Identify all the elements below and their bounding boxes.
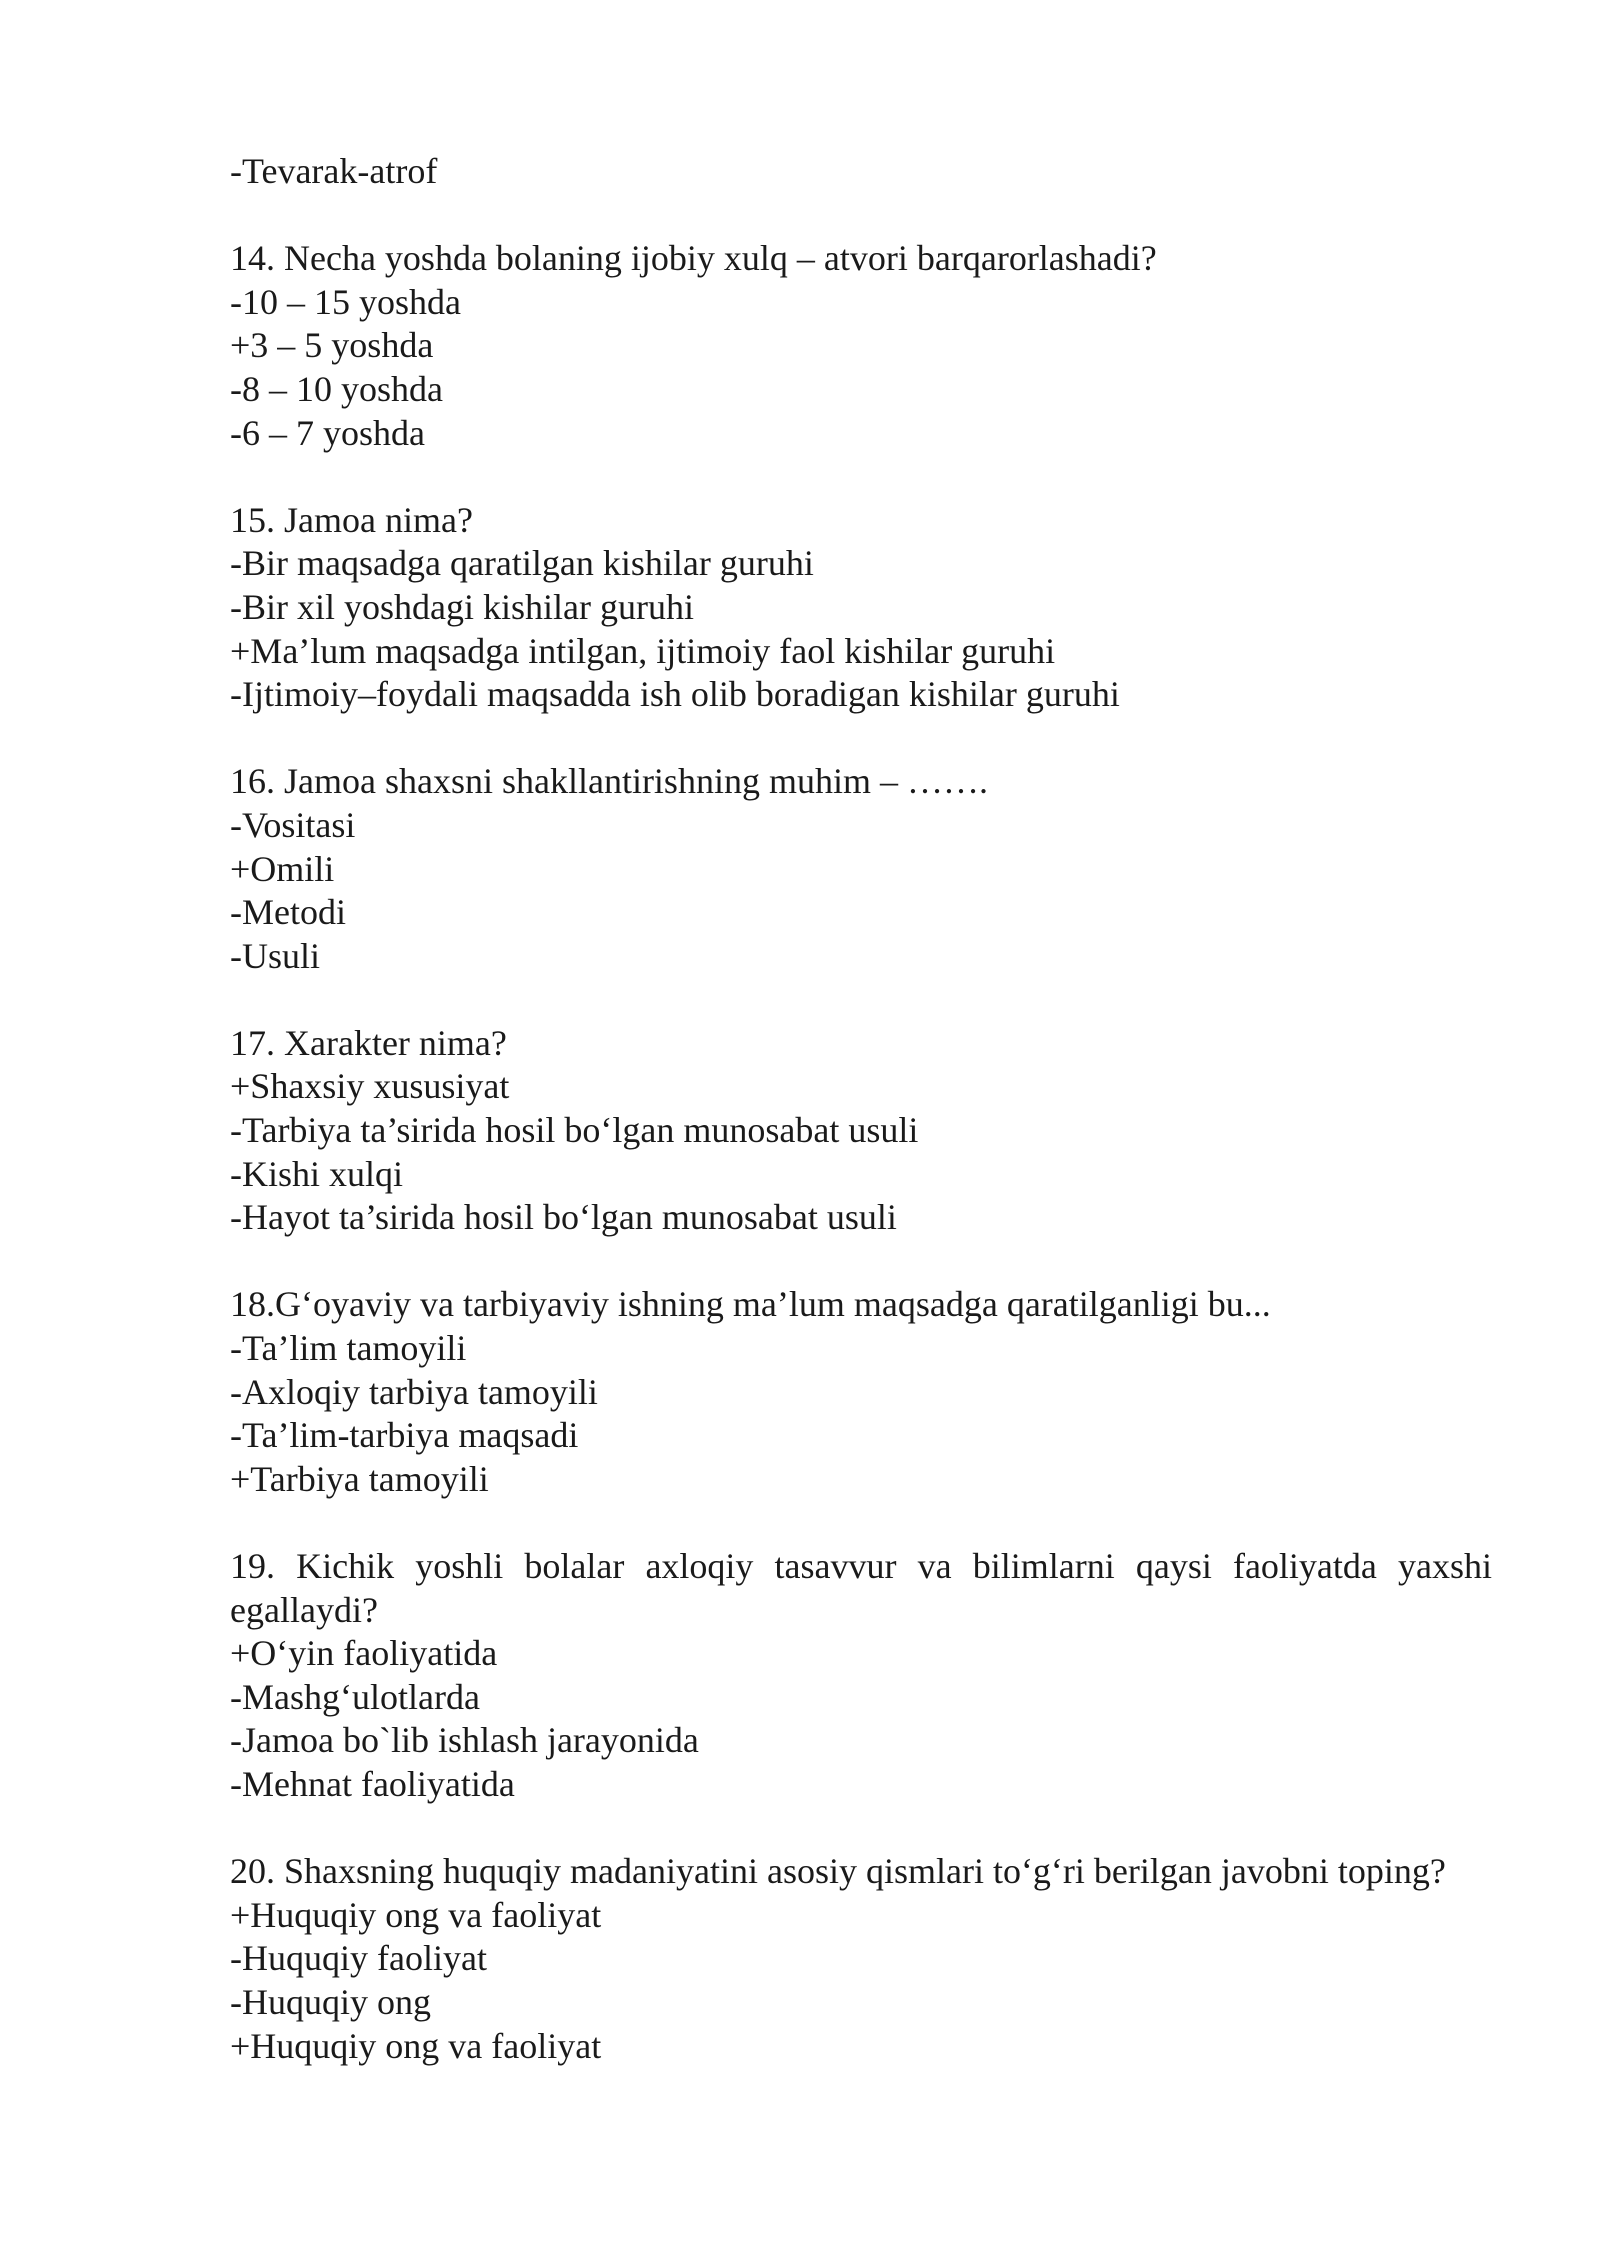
answer-option: -Ta’lim tamoyili bbox=[230, 1328, 467, 1369]
answer-option: +Ma’lum maqsadga intilgan, ijtimoiy faol kishilar guruhi bbox=[230, 630, 1056, 671]
answer-option: -Jamoa bo`lib ishlash jarayonida bbox=[230, 1720, 699, 1761]
answer-option: -Ijtimoiy–foydali maqsadda ish olib boradigan kishilar guruhi bbox=[230, 674, 1120, 715]
question-text: 16. Jamoa shaxsni shakllantirishning muhim – ……. bbox=[230, 761, 988, 802]
answer-option: -6 – 7 yoshda bbox=[230, 412, 425, 453]
question-16 bbox=[230, 760, 1492, 978]
document-page bbox=[230, 150, 1492, 2068]
answer-option: -10 – 15 yoshda bbox=[230, 281, 461, 322]
answer-option: -Axloqiy tarbiya tamoyili bbox=[230, 1371, 598, 1412]
question-text: 20. Shaxsning huquqiy madaniyatini asosiy qismlari to‘g‘ri berilgan javobni toping? bbox=[230, 1851, 1446, 1892]
answer-option: +Omili bbox=[230, 848, 335, 889]
answer-option: +O‘yin faoliyatida bbox=[230, 1633, 498, 1674]
answer-option: -8 – 10 yoshda bbox=[230, 368, 443, 409]
answer-option: +Tarbiya tamoyili bbox=[230, 1458, 489, 1499]
question-19 bbox=[230, 1545, 1492, 1807]
answer-option: -Huquqiy faoliyat bbox=[230, 1938, 487, 1979]
answer-option: -Tarbiya ta’sirida hosil bo‘lgan munosabat usuli bbox=[230, 1110, 919, 1151]
answer-option: -Huquqiy ong bbox=[230, 1981, 431, 2022]
question-20 bbox=[230, 1850, 1492, 2068]
answer-option: -Mashg‘ulotlarda bbox=[230, 1676, 480, 1717]
answer-option: -Ta’lim-tarbiya maqsadi bbox=[230, 1415, 579, 1456]
answer-option: -Bir maqsadga qaratilgan kishilar guruhi bbox=[230, 543, 814, 584]
question-18 bbox=[230, 1283, 1492, 1501]
question-text: 19. Kichik yoshli bolalar axloqiy tasavvur va bilimlarni qaysi faoliyatda yaxshi egallaydi? bbox=[230, 1546, 1492, 1630]
question-text: 14. Necha yoshda bolaning ijobiy xulq – atvori barqarorlashadi? bbox=[230, 238, 1157, 279]
question-15 bbox=[230, 499, 1492, 717]
question-text: 15. Jamoa nima? bbox=[230, 499, 473, 540]
answer-option: -Metodi bbox=[230, 892, 346, 933]
answer-option: -Bir xil yoshdagi kishilar guruhi bbox=[230, 586, 694, 627]
question-text: 17. Xarakter nima? bbox=[230, 1022, 507, 1063]
question-text: 18.G‘oyaviy va tarbiyaviy ishning ma’lum maqsadga qaratilganligi bu... bbox=[230, 1284, 1271, 1325]
answer-option: +Huquqiy ong va faoliyat bbox=[230, 2025, 602, 2066]
question-17 bbox=[230, 1022, 1492, 1240]
answer-option: -Hayot ta’sirida hosil bo‘lgan munosabat usuli bbox=[230, 1197, 897, 1238]
answer-option: +3 – 5 yoshda bbox=[230, 325, 434, 366]
question-14 bbox=[230, 237, 1492, 455]
answer-option: -Vositasi bbox=[230, 804, 356, 845]
answer-option: +Shaxsiy xususiyat bbox=[230, 1066, 510, 1107]
answer-option: -Usuli bbox=[230, 935, 320, 976]
answer-option: -Kishi xulqi bbox=[230, 1153, 404, 1194]
answer-option: +Huquqiy ong va faoliyat bbox=[230, 1894, 602, 1935]
answer-option: -Mehnat faoliyatida bbox=[230, 1763, 515, 1804]
leading-option: -Tevarak-atrof bbox=[230, 151, 438, 191]
